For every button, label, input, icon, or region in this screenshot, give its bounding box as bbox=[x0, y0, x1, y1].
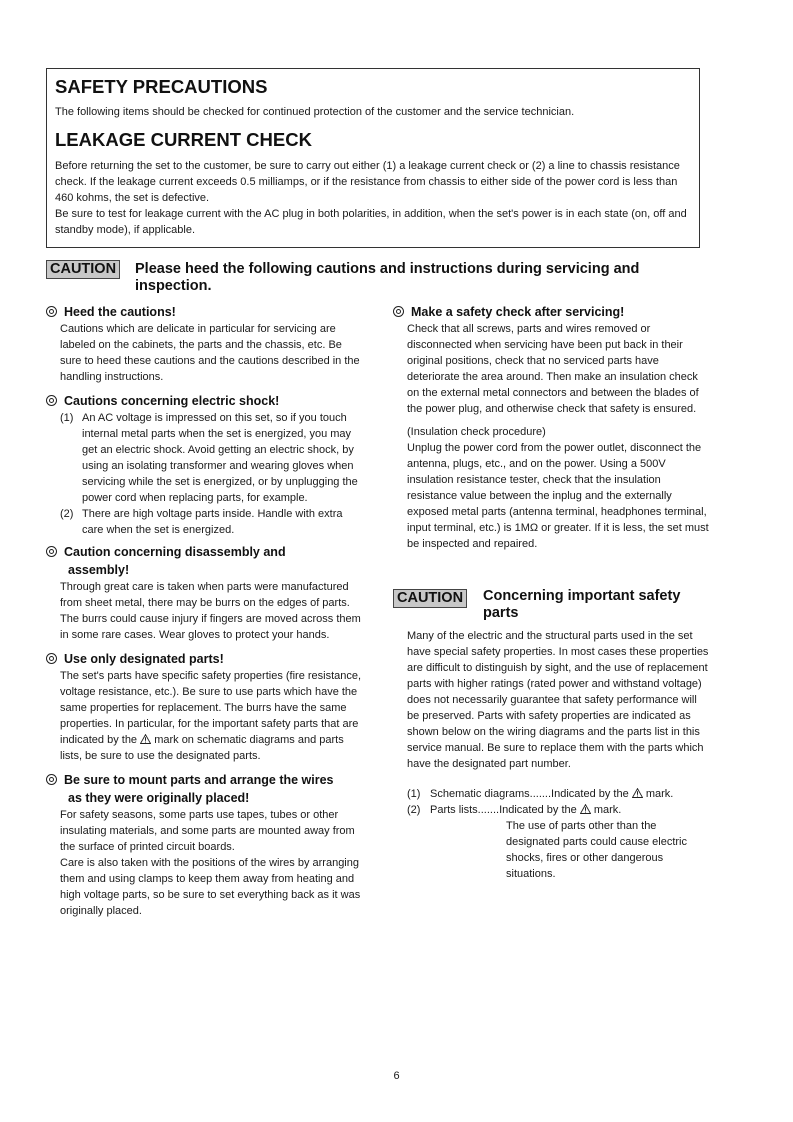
page-number: 6 bbox=[393, 1070, 400, 1082]
list-text-end: mark. bbox=[645, 788, 674, 800]
leakage-paragraph-1: Before returning the set to the customer, be sure to carry out either (1) a leakage current check or (2) a line to chassis resistance check. If the leakage current exceeds 0.5 milliamps, or if the resistance from chassis to either side of the power cord is less than 460 kohms, the set is defective. bbox=[55, 160, 680, 204]
bullseye-icon bbox=[46, 395, 57, 406]
list-text-end: mark. bbox=[593, 804, 622, 816]
list-number: (2) bbox=[407, 804, 421, 816]
body-text-b: mark on schematic diagrams and parts lists, be sure to use the designated parts. bbox=[60, 734, 344, 762]
parts-note: The use of parts other than the designated parts could cause electric shocks, fires or other dangerous situations. bbox=[506, 820, 687, 880]
leakage-title: LEAKAGE CURRENT CHECK bbox=[55, 129, 312, 150]
section-disassembly-heading bbox=[46, 543, 364, 579]
section-safety-check-heading bbox=[393, 303, 711, 321]
section-body bbox=[60, 668, 364, 764]
section-mount-parts-heading bbox=[46, 771, 364, 807]
section-title: Make a safety check after servicing! bbox=[411, 305, 625, 319]
bullseye-icon bbox=[46, 306, 57, 317]
left-column bbox=[46, 303, 364, 919]
section-body: Check that all screws, parts and wires removed or disconnected when servicing have been put back in their original positions, check that no serviced parts have deteriorate the area around. Then make an insulation check on the external metal connectors and between the blades of the power plug, and otherwise check that safety is ensured. bbox=[407, 323, 699, 415]
section-title: Be sure to mount parts and arrange the wires bbox=[64, 773, 334, 787]
section-body: Cautions which are delicate in particular for servicing are labeled on the cabinets, the parts and the chassis, etc. Be sure to heed these cautions and the cautions described in the handling instructions. bbox=[60, 323, 360, 383]
safety-intro: The following items should be checked for continued protection of the customer and the service technician. bbox=[55, 106, 575, 118]
list-number: (1) bbox=[60, 412, 74, 424]
body-text-a: The set's parts have specific safety properties (fire resistance, voltage resistance, etc.). Be sure to use parts which have the same properties for replacement. The burrs have the same properties. In particular, for the important safety parts that are indicated by the bbox=[60, 670, 362, 746]
bullseye-icon bbox=[393, 306, 404, 317]
section-title-continued: as they were originally placed! bbox=[68, 791, 250, 805]
bullseye-icon bbox=[46, 653, 57, 664]
list-text: Schematic diagrams.......Indicated by the bbox=[430, 788, 629, 800]
safety-parts-body: Many of the electric and the structural parts used in the set have special safety properties. In most cases these properties are difficult to distinguish by sight, and the use of replacement parts with higher ratings (rated power and withstand voltage) does not necessarily guarantee that safety performance will be preserved. Parts with safety properties are indicated as shown below on the wiring diagrams and the parts list in this service manual. Be sure to replace them with the parts which have the designated part number. bbox=[407, 630, 709, 770]
section-title-continued: assembly! bbox=[68, 563, 130, 577]
list-item bbox=[407, 802, 711, 818]
warning-triangle-icon bbox=[580, 803, 591, 813]
section-title: Cautions concerning electric shock! bbox=[64, 394, 280, 408]
section-body-1: For safety seasons, some parts use tapes, tubes or other insulating materials, and some parts are mounted away from the surface of printed circuit boards. bbox=[60, 809, 355, 853]
leakage-paragraph-2: Be sure to test for leakage current with the AC plug in both polarities, in addition, when the set's power is in each state (on, off and standby mode), if applicable. bbox=[55, 208, 687, 236]
caution-safety-parts-banner bbox=[393, 580, 711, 621]
list-number: (1) bbox=[407, 788, 421, 800]
section-body-2: Care is also taken with the positions of the wires by arranging them and using clamps to keep them away from heating and high voltage parts, so be sure to set everything back as it was originally placed. bbox=[60, 857, 361, 917]
bullseye-icon bbox=[46, 774, 57, 785]
section-designated-parts-heading bbox=[46, 650, 364, 668]
right-column bbox=[393, 303, 711, 882]
section-body: Through great care is taken when parts were manufactured from sheet metal, there may be burrs on the edges of parts. The burrs could cause injury if fingers are moved across them in some rare cases. Wear gloves to protect your hands. bbox=[60, 581, 361, 641]
section-electric-shock-heading bbox=[46, 392, 364, 410]
safety-title: SAFETY PRECAUTIONS bbox=[55, 76, 268, 97]
list-item bbox=[60, 410, 364, 506]
list-item bbox=[407, 786, 711, 802]
procedure-title: (Insulation check procedure) bbox=[407, 426, 546, 438]
section-title: Use only designated parts! bbox=[64, 652, 224, 666]
list-number: (2) bbox=[60, 508, 74, 520]
safety-precautions-box bbox=[46, 68, 700, 248]
list-text: An AC voltage is impressed on this set, so if you touch internal metal parts when the set is energized, you may get an electric shock. Avoid getting an electric shock, by using an isolating transformer and wearing gloves when servicing while the set is energized, or by unplugging the power cord when replacing parts, for example. bbox=[82, 412, 358, 504]
warning-triangle-icon bbox=[140, 733, 151, 743]
caution-safety-parts-title: Concerning important safety parts bbox=[483, 588, 681, 621]
section-heed-cautions-heading bbox=[46, 303, 364, 321]
list-item bbox=[60, 506, 364, 538]
list-text: Parts lists.......Indicated by the bbox=[430, 804, 577, 816]
procedure-body: Unplug the power cord from the power outlet, disconnect the antenna, plugs, etc., and on the power. Using a 500V insulation resistance tester, check that the insulation resistance value between the inplug and the externally exposed metal parts (antenna terminal, headphones terminal, input terminal, etc.) is 1MΩ or greater. If it is less, the set must be inspected and repaired. bbox=[407, 442, 709, 550]
section-title: Caution concerning disassembly and bbox=[64, 545, 286, 559]
list-text: There are high voltage parts inside. Handle with extra care when the set is energized. bbox=[82, 508, 343, 536]
caution-banner-text: Please heed the following cautions and instructions during servicing and inspection. bbox=[135, 261, 640, 294]
caution-tag: CAUTION bbox=[46, 260, 120, 279]
indication-list bbox=[393, 786, 711, 882]
section-title: Heed the cautions! bbox=[64, 305, 176, 319]
warning-triangle-icon bbox=[632, 787, 643, 797]
caution-tag: CAUTION bbox=[393, 589, 467, 608]
bullseye-icon bbox=[46, 546, 57, 557]
